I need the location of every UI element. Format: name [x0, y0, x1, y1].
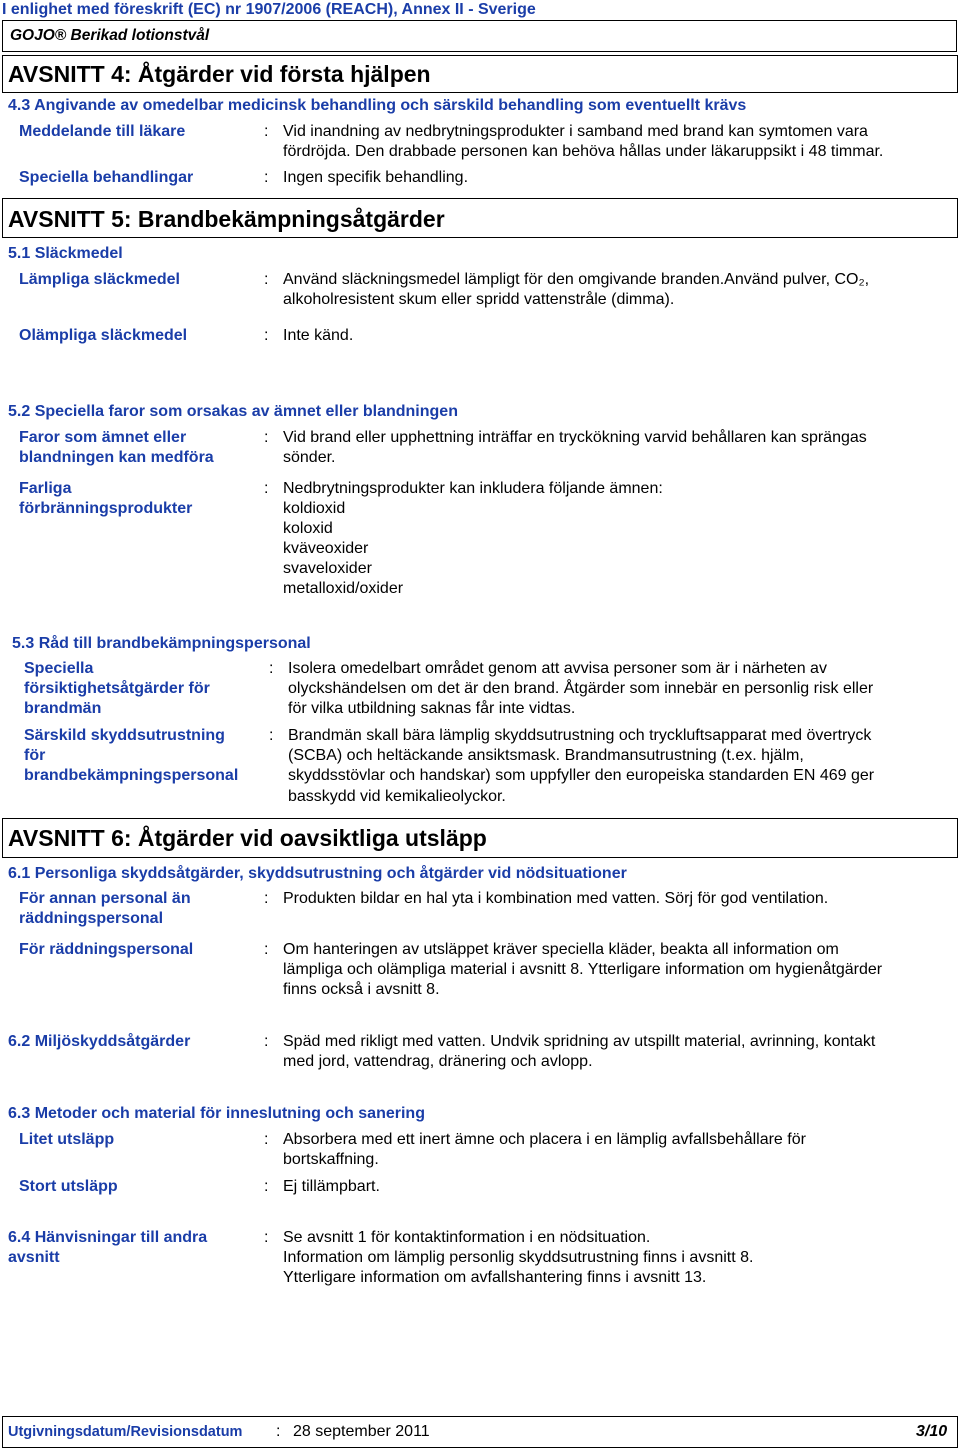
value-raddning-2: lämpliga och olämpliga material i avsnitt 8. Ytterligare information om hygienåtgärder [283, 961, 883, 978]
subsection-6-2: 6.2 Miljöskyddsåtgärder [8, 1033, 191, 1050]
value-meddelande-1: Vid inandning av nedbrytningsprodukter i samband med brand kan symtomen vara [283, 123, 868, 140]
value-lampliga-2: alkoholresistent skum eller spridd vattenstråle (dimma). [283, 291, 675, 308]
label-faror-2: blandningen kan medföra [19, 449, 214, 466]
value-farliga-2: koldioxid [283, 500, 346, 517]
value-farliga-3: koloxid [283, 520, 333, 537]
value-speciella-2: olyckshändelsen om det är den brand. Åtgärder som innebär en personlig risk eller [288, 680, 874, 697]
value-farliga-1: Nedbrytningsprodukter kan inkludera följande ämnen: [283, 480, 663, 497]
colon: : [269, 727, 274, 744]
colon: : [264, 169, 269, 186]
value-olampliga: Inte känd. [283, 327, 354, 344]
value-stort: Ej tillämpbart. [283, 1178, 380, 1195]
section5-title: AVSNITT 5: Brandbekämpningsåtgärder [8, 206, 445, 232]
label-faror-1: Faror som ämnet eller [19, 429, 187, 446]
colon: : [264, 480, 269, 497]
value-raddning-1: Om hanteringen av utsläppet kräver speciella kläder, beakta all information om [283, 941, 839, 958]
colon: : [264, 1131, 269, 1148]
section4-title: AVSNITT 4: Åtgärder vid första hjälpen [8, 61, 431, 87]
label-speciella-1: Speciella [24, 660, 94, 677]
value-farliga-6: metalloxid/oxider [283, 580, 404, 597]
value-farliga-5: svaveloxider [283, 560, 372, 577]
label-sarskild-3: brandbekämpningspersonal [24, 767, 239, 784]
label-speciella-3: brandmän [24, 700, 102, 717]
subsection-4-3: 4.3 Angivande av omedelbar medicinsk behandling och särskild behandling som eventuellt krävs [8, 97, 747, 114]
footer-label: Utgivningsdatum/Revisionsdatum [8, 1424, 243, 1440]
colon: : [264, 1033, 269, 1050]
label-stort: Stort utsläpp [19, 1178, 118, 1195]
section6-title: AVSNITT 6: Åtgärder vid oavsiktliga utsläpp [8, 825, 487, 851]
colon: : [264, 1178, 269, 1195]
value-sarskild-1: Brandmän skall bära lämplig skyddsutrustning och tryckluftsapparat med övertryck [288, 727, 872, 744]
subsection-5-1: 5.1 Släckmedel [8, 245, 123, 262]
label-speciella-behandlingar: Speciella behandlingar [19, 169, 194, 186]
page-number: 3/10 [916, 1423, 948, 1440]
subsection-6-3: 6.3 Metoder och material för inneslutning och sanering [8, 1105, 425, 1122]
value-6-2-2: med jord, vattendrag, dränering och avlopp. [283, 1053, 593, 1070]
label-raddning: För räddningspersonal [19, 941, 194, 958]
subsection-6-4-1: 6.4 Hänvisningar till andra [8, 1229, 208, 1246]
label-sarskild-1: Särskild skyddsutrustning [24, 727, 225, 744]
label-meddelande: Meddelande till läkare [19, 123, 186, 140]
regulation-title: I enlighet med föreskrift (EC) nr 1907/2006 (REACH), Annex II - Sverige [2, 1, 536, 18]
value-speciella-behandlingar: Ingen specifik behandling. [283, 169, 469, 186]
label-lampliga: Lämpliga släckmedel [19, 271, 180, 288]
value-6-4-3: Ytterligare information om avfallshantering finns i avsnitt 13. [283, 1269, 707, 1286]
colon: : [269, 660, 274, 677]
label-olampliga: Olämpliga släckmedel [19, 327, 188, 344]
value-speciella-1: Isolera omedelbart området genom att avvisa personer som är i närheten av [288, 660, 827, 677]
value-6-4-1: Se avsnitt 1 för kontaktinformation i en nödsituation. [283, 1229, 651, 1246]
label-litet: Litet utsläpp [19, 1131, 115, 1148]
value-speciella-3: för vilka utbildning saknas får inte vidtas. [288, 700, 576, 717]
value-farliga-4: kväveoxider [283, 540, 369, 557]
product-name: GOJO® Berikad lotionstvål [10, 27, 210, 44]
value-annan: Produkten bildar en hal yta i kombination med vatten. Sörj för god ventilation. [283, 890, 829, 907]
label-speciella-2: försiktighetsåtgärder för [24, 680, 210, 697]
label-sarskild-2: för [24, 747, 46, 764]
colon: : [264, 890, 269, 907]
colon: : [264, 271, 269, 288]
value-faror-2: sönder. [283, 449, 336, 466]
value-sarskild-3: skyddsstövlar och handskar) som uppfyller den europeiska standarden EN 469 ger [288, 767, 875, 784]
colon: : [264, 429, 269, 446]
value-sarskild-2: (SCBA) och heltäckande ansiktsmask. Brandmansutrustning (t.ex. hjälm, [288, 747, 804, 764]
value-lampliga-1: Använd släckningsmedel lämpligt för den omgivande branden.Använd pulver, CO₂, [283, 271, 870, 288]
value-meddelande-2: fördröjda. Den drabbade personen kan behöva hållas under läkaruppsikt i 48 timmar. [283, 143, 884, 160]
label-annan-1: För annan personal än [19, 890, 191, 907]
label-farliga-1: Farliga [19, 480, 72, 497]
subsection-6-4-2: avsnitt [8, 1249, 60, 1266]
subsection-6-1: 6.1 Personliga skyddsåtgärder, skyddsutrustning och åtgärder vid nödsituationer [8, 865, 627, 882]
colon: : [264, 1229, 269, 1246]
colon: : [264, 941, 269, 958]
colon: : [264, 327, 269, 344]
value-sarskild-4: basskydd vid kemikalieolyckor. [288, 788, 506, 805]
value-6-4-2: Information om lämplig personlig skyddsutrustning finns i avsnitt 8. [283, 1249, 754, 1266]
subsection-5-2: 5.2 Speciella faror som orsakas av ämnet eller blandningen [8, 403, 458, 420]
value-6-2-1: Späd med rikligt med vatten. Undvik spridning av utspillt material, avrinning, kontakt [283, 1033, 876, 1050]
footer-date: 28 september 2011 [293, 1423, 430, 1440]
value-raddning-3: finns också i avsnitt 8. [283, 981, 440, 998]
value-litet-1: Absorbera med ett inert ämne och placera i en lämplig avfallsbehållare för [283, 1131, 806, 1148]
label-farliga-2: förbränningsprodukter [19, 500, 193, 517]
footer-colon: : [276, 1423, 281, 1440]
subsection-5-3: 5.3 Råd till brandbekämpningspersonal [12, 635, 311, 652]
value-faror-1: Vid brand eller upphettning inträffar en tryckökning varvid behållaren kan sprängas [283, 429, 867, 446]
colon: : [264, 123, 269, 140]
label-annan-2: räddningspersonal [19, 910, 164, 927]
value-litet-2: bortskaffning. [283, 1151, 379, 1168]
